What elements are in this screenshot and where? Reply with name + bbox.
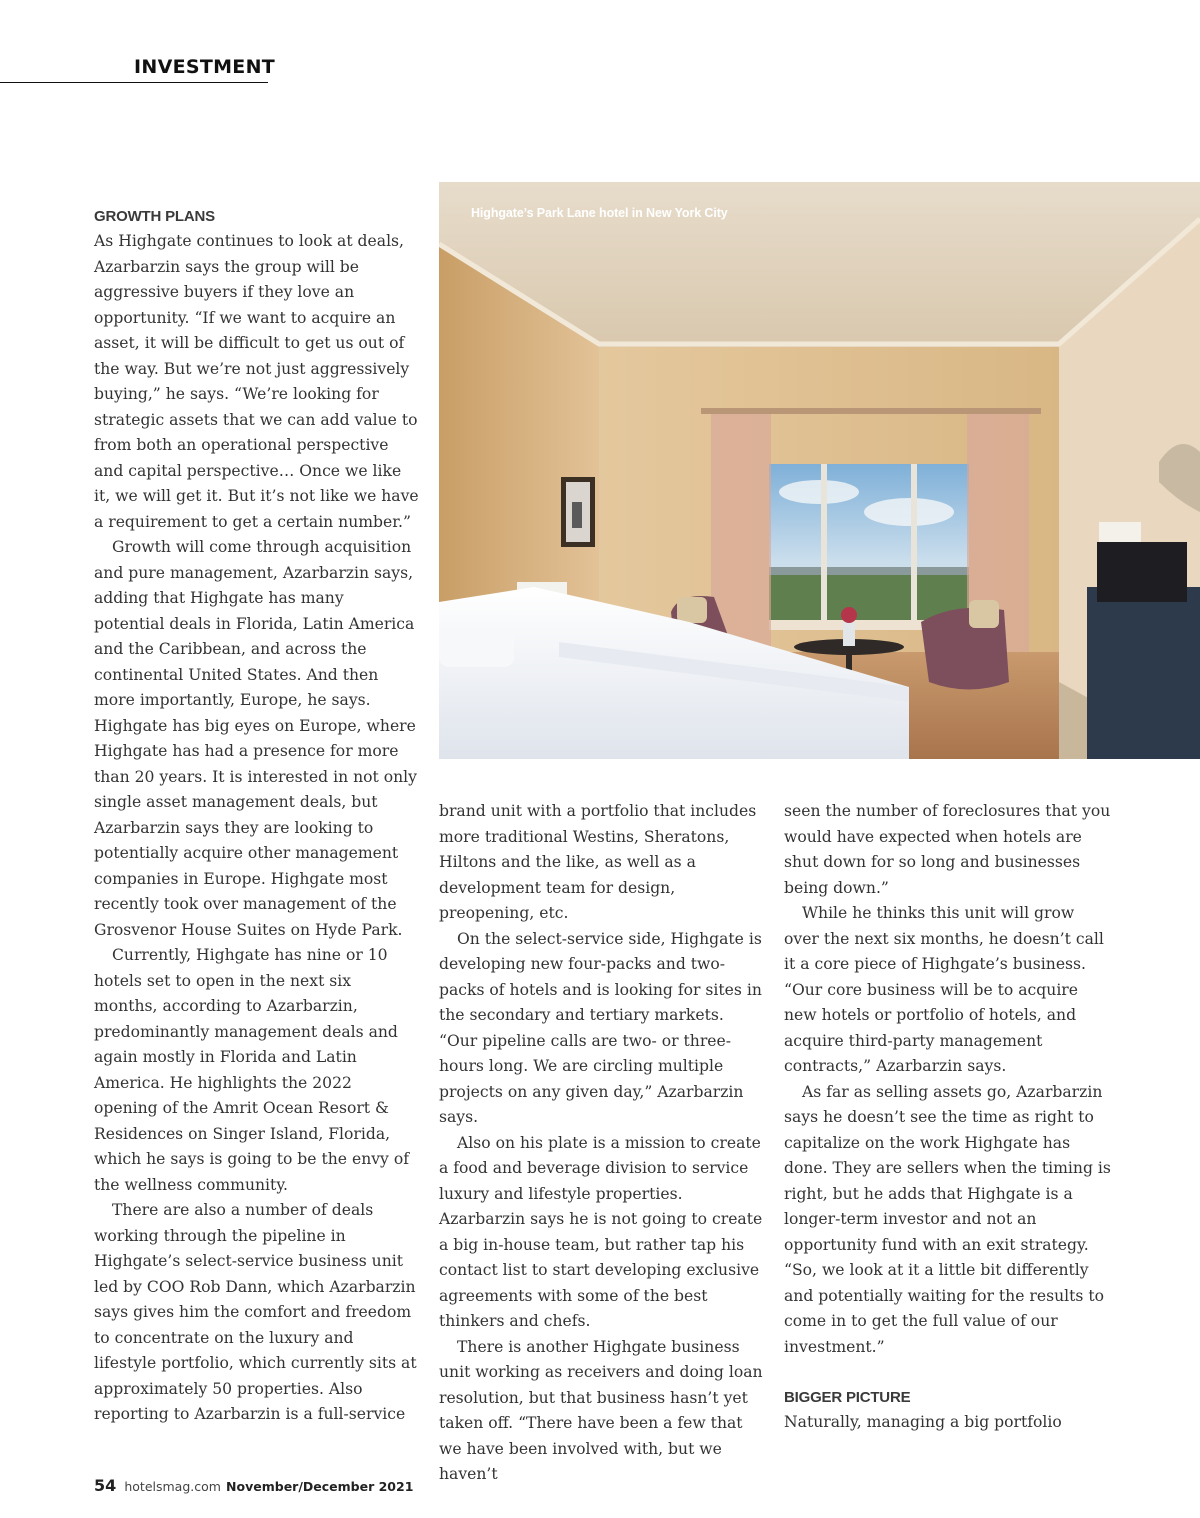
paragraph: seen the number of foreclosures that you would have expected when hotels are shut down for so long and businesses being down.” [784,802,1111,897]
subheading-bigger-picture: BIGGER PICTURE [784,1389,911,1406]
section-rule [0,82,268,83]
article-column-1 [94,204,419,1428]
paragraph: While he thinks this unit will grow over the next six months, he doesn’t call it a core piece of Highgate’s business. “Our core business will be to acquire new hotels or portfolio of hotels, and acquire third-party management contracts,” Azarbarzin says. [784,904,1104,1075]
paragraph: Currently, Highgate has nine or 10 hotels set to open in the next six months, according to Azarbarzin, predominantly management deals and again mostly in Florida and Latin America. He highlights the 2022 opening of the Amrit Ocean Resort & Residences on Singer Island, Florida, which he says is going to be the envy of the wellness community. [94,946,409,1194]
hotel-room-photo [439,182,1200,759]
spacer [784,1360,1114,1385]
subheading-growth-plans: GROWTH PLANS [94,208,215,225]
paragraph: Growth will come through acquisition and pure management, Azarbarzin says, adding that Highgate has many potential deals in Florida, Latin America and the Caribbean, and across the continental United States. And then more importantly, Europe, he says. Highgate has big eyes on Europe, where Highgate has had a presence for more than 20 years. It is interested in not only single asset management deals, but Azarbarzin says they are looking to potentially acquire other management companies in Europe. Highgate most recently took over management of the Grosvenor House Suites on Hyde Park. [94,538,417,939]
paragraph: As Highgate continues to look at deals, Azarbarzin says the group will be aggressive buyers if they love an opportunity. “If we want to acquire an asset, it will be difficult to get us out of the way. But we’re not just aggressively buying,” he says. “We’re looking for strategic assets that we can add value to from both an operational perspective and capital perspective… Once we like it, we will get it. But it’s not like we have a requirement to get a certain number.” [94,232,419,531]
article-column-2 [439,799,767,1488]
paragraph: Also on his plate is a mission to create a food and beverage division to service luxury and lifestyle properties. Azarbarzin says he is not going to create a big in-house team, but rather tap his contact list to start developing exclusive agreements with some of the best thinkers and chefs. [439,1133,763,1330]
paragraph: brand unit with a portfolio that includes more traditional Westins, Sheratons, Hiltons and the like, as well as a development team for design, preopening, etc. [439,802,757,922]
paragraph: On the select-service side, Highgate is developing new four-packs and two-packs of hotels and is looking for sites in the secondary and tertiary markets. “Our pipeline calls are two- or three-hours long. We are circling multiple projects on any given day,” Azarbarzin says. [439,929,762,1126]
article-column-3 [784,799,1114,1436]
issue-date: November/December 2021 [226,1479,414,1494]
paragraph: There are also a number of deals working through the pipeline in Highgate’s select-service business unit led by COO Rob Dann, which Azarbarzin says gives him the comfort and freedom to concentrate on the luxury and lifestyle portfolio, which currently sits at approximately 50 properties. Also reporting to Azarbarzin is a full-service [94,1201,417,1423]
section-label: INVESTMENT [134,56,276,78]
paragraph: There is another Highgate business unit working as receivers and doing loan resolution, but that business hasn’t yet taken off. “There have been a few that we have been involved with, but we haven’t [439,1337,763,1483]
paragraph: Naturally, managing a big portfolio [784,1413,1062,1431]
site-name: hotelsmag.com [124,1479,221,1494]
photo-caption: Highgate’s Park Lane hotel in New York City [471,206,728,220]
paragraph: As far as selling assets go, Azarbarzin says he doesn’t see the time as right to capitalize on the work Highgate has done. They are sellers when the timing is right, but he adds that Highgate is a longer-term investor and not an opportunity fund with an exit strategy. “So, we look at it a little bit differently and potentially waiting for the results to come in to get the full value of our investment.” [784,1082,1111,1356]
page-footer [94,1476,413,1495]
page-number: 54 [94,1476,117,1495]
hotel-room-illustration [439,182,1200,759]
